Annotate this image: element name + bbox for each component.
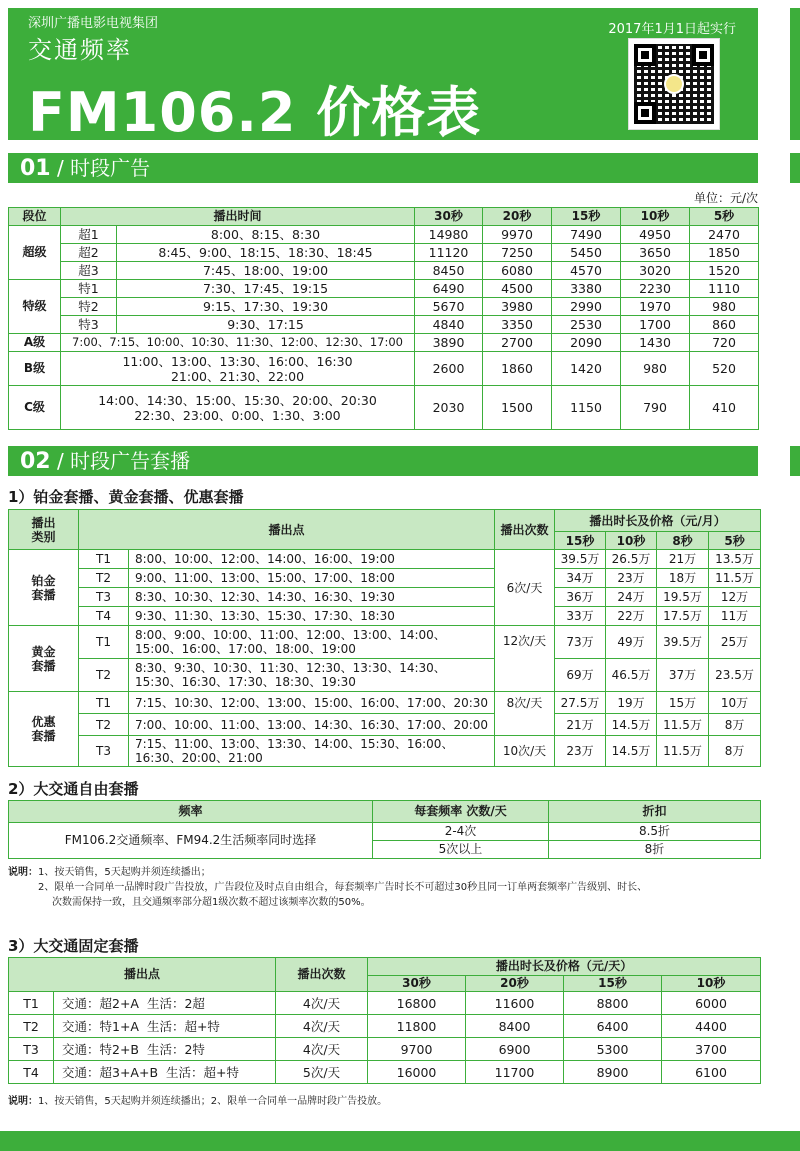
freq-cell: 6次/天 <box>495 550 555 626</box>
price-cell: 1430 <box>621 334 690 352</box>
package-label: 黄金 套播 <box>9 626 79 692</box>
sub-tier: 超3 <box>61 262 117 280</box>
price-cell: 9970 <box>483 226 552 244</box>
price-cell: 6490 <box>415 280 483 298</box>
slot-id: T3 <box>79 736 129 767</box>
table-packages <box>8 509 761 767</box>
price-cell: 9700 <box>368 1038 466 1061</box>
price-cell: 11800 <box>368 1015 466 1038</box>
slot-id: T1 <box>9 992 54 1015</box>
price-cell: 720 <box>690 334 759 352</box>
col-header: 每套频率 次数/天 <box>373 801 549 823</box>
time-cell: 9:30、17:15 <box>117 316 415 334</box>
price-cell: 5300 <box>564 1038 662 1061</box>
sub-tier: 超2 <box>61 244 117 262</box>
subsection-title: 2）大交通自由套播 <box>8 780 139 798</box>
price-cell: 2600 <box>415 352 483 386</box>
price-cell: 11120 <box>415 244 483 262</box>
col-header: 播出次数 <box>276 958 368 992</box>
price-cell: 13.5万 <box>709 550 761 569</box>
price-cell: 10万 <box>709 692 761 714</box>
section-02-title: 02 / 时段广告套播 <box>8 446 758 476</box>
slot-id: T2 <box>79 714 129 736</box>
price-cell: 24万 <box>606 588 657 607</box>
org-name: 深圳广播电影电视集团 <box>28 16 159 31</box>
price-cell: 21万 <box>657 550 709 569</box>
price-cell: 1110 <box>690 280 759 298</box>
price-cell: 6400 <box>564 1015 662 1038</box>
price-cell: 8900 <box>564 1061 662 1084</box>
slot-id: T2 <box>79 569 129 588</box>
price-cell: 8400 <box>466 1015 564 1038</box>
price-cell: 5670 <box>415 298 483 316</box>
price-cell: 49万 <box>606 626 657 659</box>
qr-code-icon[interactable] <box>628 38 720 130</box>
col-header: 5秒 <box>709 532 761 550</box>
freq-cell: 5次/天 <box>276 1061 368 1084</box>
price-cell: 4570 <box>552 262 621 280</box>
price-cell: 980 <box>690 298 759 316</box>
price-cell: 4400 <box>662 1015 761 1038</box>
sub-tier: 特1 <box>61 280 117 298</box>
freq-cell: 4次/天 <box>276 1038 368 1061</box>
price-cell: 39.5万 <box>555 550 606 569</box>
price-cell: 7490 <box>552 226 621 244</box>
slot-id: T2 <box>79 659 129 692</box>
time-cell: 9:15、17:30、19:30 <box>117 298 415 316</box>
price-cell: 14980 <box>415 226 483 244</box>
tier-label: 特级 <box>9 280 61 334</box>
price-cell: 34万 <box>555 569 606 588</box>
edge-bar <box>790 8 800 140</box>
price-cell: 3020 <box>621 262 690 280</box>
price-cell: 16000 <box>368 1061 466 1084</box>
price-cell: 26.5万 <box>606 550 657 569</box>
count-cell: 5次以上 <box>373 841 549 859</box>
slot-id: T1 <box>79 626 129 659</box>
slot-id: T3 <box>9 1038 54 1061</box>
col-header: 播出时间 <box>61 208 415 226</box>
price-cell: 23万 <box>555 736 606 767</box>
price-cell: 21万 <box>555 714 606 736</box>
edge-bar <box>790 446 800 476</box>
points-cell: 7:00、10:00、11:00、13:00、14:30、16:30、17:00、20:00 <box>129 714 495 736</box>
price-cell: 16800 <box>368 992 466 1015</box>
price-cell: 23.5万 <box>709 659 761 692</box>
count-cell: 2-4次 <box>373 823 549 841</box>
slot-id: T4 <box>9 1061 54 1084</box>
col-header: 频率 <box>9 801 373 823</box>
price-cell: 520 <box>690 352 759 386</box>
points-cell: 8:00、10:00、12:00、14:00、16:00、19:00 <box>129 550 495 569</box>
price-cell: 11万 <box>709 607 761 626</box>
page-title: FM106.2 价格表 <box>28 81 482 144</box>
price-cell: 6900 <box>466 1038 564 1061</box>
price-cell: 2230 <box>621 280 690 298</box>
price-cell: 14.5万 <box>606 714 657 736</box>
price-cell: 980 <box>621 352 690 386</box>
time-cell: 8:45、9:00、18:15、18:30、18:45 <box>117 244 415 262</box>
discount-cell: 8折 <box>549 841 761 859</box>
note-block: 说明：1、按天销售，5天起购并须连续播出； 2、限单一合同单一品牌时段广告投放，广告段位及时点自由组合，每套频率广告时长不可超过30秒且同一订单两套频率广告级别、时长、 次数需保持一致，且交通频率部分超1级次数不超过该频率次数的50%。 <box>8 867 648 908</box>
freq-cell: 12次/天 <box>495 626 555 692</box>
price-cell: 36万 <box>555 588 606 607</box>
price-cell: 27.5万 <box>555 692 606 714</box>
table-fixed-package <box>8 957 761 1084</box>
freq-desc: FM106.2交通频率、FM94.2生活频率同时选择 <box>9 823 373 859</box>
table-free-package <box>8 800 761 859</box>
price-cell: 2700 <box>483 334 552 352</box>
freq-cell: 4次/天 <box>276 1015 368 1038</box>
table-time-slots <box>8 207 759 430</box>
price-cell: 25万 <box>709 626 761 659</box>
price-cell: 18万 <box>657 569 709 588</box>
time-cell: 14:00、14:30、15:00、15:30、20:00、20:30 22:30、23:00、0:00、1:30、3:00 <box>61 386 415 430</box>
price-cell: 11600 <box>466 992 564 1015</box>
price-cell: 3650 <box>621 244 690 262</box>
points-cell: 8:30、10:30、12:30、14:30、16:30、19:30 <box>129 588 495 607</box>
price-cell: 23万 <box>606 569 657 588</box>
subsection-title: 3）大交通固定套播 <box>8 937 139 955</box>
time-cell: 7:30、17:45、19:15 <box>117 280 415 298</box>
col-header: 20秒 <box>466 976 564 992</box>
price-cell: 11700 <box>466 1061 564 1084</box>
edge-bar <box>790 153 800 183</box>
col-header: 折扣 <box>549 801 761 823</box>
points-cell: 7:15、11:00、13:00、13:30、14:00、15:30、16:00、16:30、20:00、21:00 <box>129 736 495 767</box>
discount-cell: 8.5折 <box>549 823 761 841</box>
price-cell: 1850 <box>690 244 759 262</box>
price-cell: 6100 <box>662 1061 761 1084</box>
tier-label: B级 <box>9 352 61 386</box>
points-cell: 交通：超2+A 生活：2超 <box>54 992 276 1015</box>
price-cell: 37万 <box>657 659 709 692</box>
slot-id: T2 <box>9 1015 54 1038</box>
package-label: 优惠 套播 <box>9 692 79 767</box>
points-cell: 9:00、11:00、13:00、15:00、17:00、18:00 <box>129 569 495 588</box>
price-cell: 11.5万 <box>709 569 761 588</box>
slot-id: T3 <box>79 588 129 607</box>
package-label: 铂金 套播 <box>9 550 79 626</box>
price-cell: 2090 <box>552 334 621 352</box>
price-cell: 2030 <box>415 386 483 430</box>
freq-cell: 4次/天 <box>276 992 368 1015</box>
price-cell: 15万 <box>657 692 709 714</box>
price-cell: 39.5万 <box>657 626 709 659</box>
price-cell: 11.5万 <box>657 736 709 767</box>
col-header: 15秒 <box>564 976 662 992</box>
price-cell: 11.5万 <box>657 714 709 736</box>
slot-id: T1 <box>79 692 129 714</box>
price-cell: 73万 <box>555 626 606 659</box>
points-cell: 交通：特1+A 生活：超+特 <box>54 1015 276 1038</box>
freq-cell: 8次/天 <box>495 692 555 736</box>
price-cell: 33万 <box>555 607 606 626</box>
col-header: 播出次数 <box>495 510 555 550</box>
points-cell: 交通：超3+A+B 生活：超+特 <box>54 1061 276 1084</box>
col-header: 播出时长及价格（元/月） <box>555 510 761 532</box>
price-cell: 17.5万 <box>657 607 709 626</box>
sub-tier: 特3 <box>61 316 117 334</box>
price-cell: 4840 <box>415 316 483 334</box>
price-cell: 3890 <box>415 334 483 352</box>
price-cell: 1150 <box>552 386 621 430</box>
price-cell: 19万 <box>606 692 657 714</box>
tier-label: 超级 <box>9 226 61 280</box>
price-cell: 69万 <box>555 659 606 692</box>
price-cell: 19.5万 <box>657 588 709 607</box>
price-cell: 6080 <box>483 262 552 280</box>
col-header: 8秒 <box>657 532 709 550</box>
price-cell: 1420 <box>552 352 621 386</box>
col-header: 15秒 <box>552 208 621 226</box>
col-header: 播出时长及价格（元/天） <box>368 958 761 976</box>
price-cell: 6000 <box>662 992 761 1015</box>
price-cell: 790 <box>621 386 690 430</box>
col-header: 播出点 <box>79 510 495 550</box>
points-cell: 8:30、9:30、10:30、11:30、12:30、13:30、14:30、15:30、16:30、17:30、18:30、19:30 <box>129 659 495 692</box>
note-block-2: 说明：1、按天销售，5天起购并须连续播出；2、限单一合同单一品牌时段广告投放。 <box>8 1096 388 1107</box>
price-cell: 8万 <box>709 714 761 736</box>
price-cell: 2990 <box>552 298 621 316</box>
price-cell: 3350 <box>483 316 552 334</box>
slot-id: T1 <box>79 550 129 569</box>
sub-tier: 特2 <box>61 298 117 316</box>
time-cell: 7:00、7:15、10:00、10:30、11:30、12:00、12:30、17:00 <box>61 334 415 352</box>
price-cell: 46.5万 <box>606 659 657 692</box>
col-header: 10秒 <box>662 976 761 992</box>
price-cell: 1860 <box>483 352 552 386</box>
bottom-bar <box>0 1131 800 1151</box>
points-cell: 7:15、10:30、12:00、13:00、15:00、16:00、17:00、20:30 <box>129 692 495 714</box>
col-header: 播出点 <box>9 958 276 992</box>
subsection-title: 1）铂金套播、黄金套播、优惠套播 <box>8 488 244 506</box>
points-cell: 交通：特2+B 生活：2特 <box>54 1038 276 1061</box>
header-subtitle: 交通频率 <box>28 36 132 64</box>
tier-label: A级 <box>9 334 61 352</box>
points-cell: 8:00、9:00、10:00、11:00、12:00、13:00、14:00、15:00、16:00、17:00、18:00、19:00 <box>129 626 495 659</box>
price-cell: 2530 <box>552 316 621 334</box>
freq-cell: 10次/天 <box>495 736 555 767</box>
unit-label: 单位：元/次 <box>693 191 758 205</box>
price-cell: 3980 <box>483 298 552 316</box>
price-cell: 3380 <box>552 280 621 298</box>
price-cell: 2470 <box>690 226 759 244</box>
time-cell: 11:00、13:00、13:30、16:00、16:30 21:00、21:30、22:00 <box>61 352 415 386</box>
price-cell: 14.5万 <box>606 736 657 767</box>
price-cell: 3700 <box>662 1038 761 1061</box>
price-cell: 7250 <box>483 244 552 262</box>
price-cell: 4950 <box>621 226 690 244</box>
col-header: 播出 类别 <box>9 510 79 550</box>
section-01-title: 01 / 时段广告 <box>8 153 758 183</box>
price-cell: 5450 <box>552 244 621 262</box>
col-header: 10秒 <box>621 208 690 226</box>
points-cell: 9:30、11:30、13:30、15:30、17:30、18:30 <box>129 607 495 626</box>
price-cell: 4500 <box>483 280 552 298</box>
col-header: 30秒 <box>415 208 483 226</box>
price-cell: 8800 <box>564 992 662 1015</box>
price-cell: 22万 <box>606 607 657 626</box>
sub-tier: 超1 <box>61 226 117 244</box>
col-header: 段位 <box>9 208 61 226</box>
price-cell: 410 <box>690 386 759 430</box>
price-cell: 8450 <box>415 262 483 280</box>
price-cell: 8万 <box>709 736 761 767</box>
price-cell: 12万 <box>709 588 761 607</box>
price-cell: 1700 <box>621 316 690 334</box>
slot-id: T4 <box>79 607 129 626</box>
effective-date: 2017年1月1日起实行 <box>608 22 736 37</box>
col-header: 10秒 <box>606 532 657 550</box>
time-cell: 7:45、18:00、19:00 <box>117 262 415 280</box>
tier-label: C级 <box>9 386 61 430</box>
col-header: 5秒 <box>690 208 759 226</box>
col-header: 15秒 <box>555 532 606 550</box>
col-header: 30秒 <box>368 976 466 992</box>
price-cell: 1500 <box>483 386 552 430</box>
time-cell: 8:00、8:15、8:30 <box>117 226 415 244</box>
price-cell: 1970 <box>621 298 690 316</box>
price-cell: 1520 <box>690 262 759 280</box>
price-cell: 860 <box>690 316 759 334</box>
col-header: 20秒 <box>483 208 552 226</box>
